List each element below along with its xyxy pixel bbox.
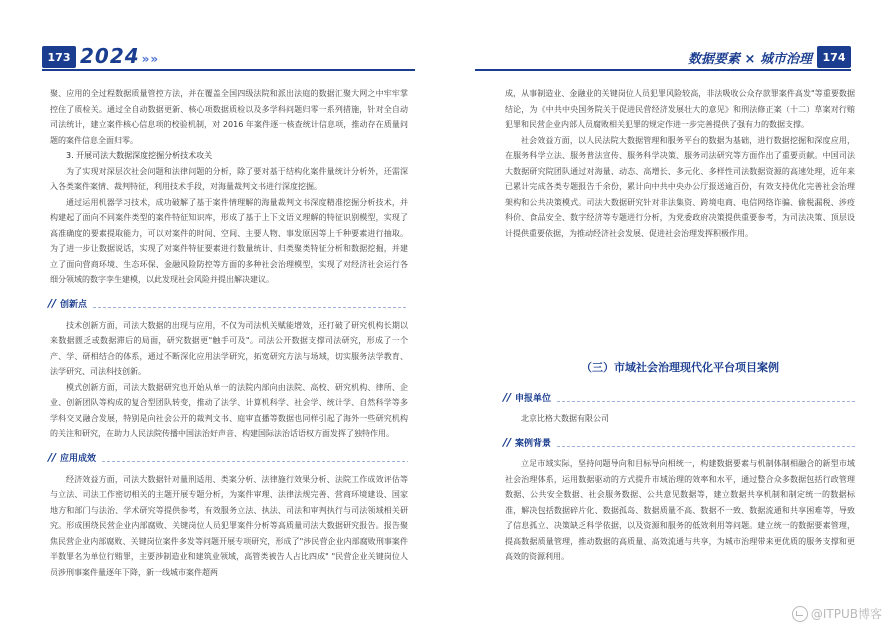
section-label-text: 应用成效 <box>60 454 97 464</box>
page-number-left: 173 <box>42 46 76 68</box>
watermark <box>792 605 882 622</box>
paragraph: 为了实现对深层次社会问题和法律问题的分析，除了要对基于结构化案件量统计分析外，还需深入各类案件案情、裁判特征，利用技术手段，对海量裁判文书进行深度挖掘。 <box>50 166 408 191</box>
right-content <box>505 86 855 565</box>
applicant-org-name: 北京比格大数据有限公司 <box>521 414 609 423</box>
section-title-part-a: 数据要素 <box>688 52 741 67</box>
section-title-x: × <box>744 52 756 67</box>
section-label-text: 案例背景 <box>515 438 552 449</box>
dotted-divider <box>557 401 855 402</box>
right-header <box>445 46 890 70</box>
section-label-text: 申报单位 <box>515 393 552 404</box>
dotted-divider <box>102 461 408 462</box>
double-slash-icon: // <box>48 297 57 310</box>
watermark-text: @ITPUB博客 <box>810 607 882 621</box>
double-slash-icon: // <box>48 451 57 464</box>
section-label-applicant <box>503 389 855 405</box>
paragraph: 社会效益方面，以人民法院大数据管理和服务平台的数据为基础，进行数据挖掘和深度应用，在服务科学立法、服务普法宣传、服务科学决策、服务司法研究等方面作出了重要贡献。中国司法大数据研究院团队通过对海量、动态、高增长、多元化、多样性司法数据资源的高速处理，近年来已累计完成各类专题报告千余份，累计向中共中央办公厅报送逾百份，有效支持优化完善社会治理架构和公共决策模式。司法大数据研究针对非法集资、跨境电商、电信网络诈骗、偷税漏税、涉疫科价、食品安全、数字经济等专题进行分析，为党委政府决策提供重要参考，为司法决策、顶层设计提供重要依据，为推动经济社会发展、促进社会治理发挥积极作用。 <box>505 135 855 238</box>
section-title-part-b: 城市治理 <box>759 52 812 67</box>
section-title <box>688 48 812 67</box>
paragraph: 通过运用机器学习技术，成功破解了基于案件情理解的海量裁判文书深度精准挖掘分析技术，并构建起了面向不同案件类型的案件特征知识库，形成了基于上下文语义理解的特征识别模型，实现了高准确度的要素提取能力，可以对案件的时间、空间、主要人物、事发原因等上千种要素进行抽取。为了进一步让数据说话，实现了对案件特征要素进行数量统计、归类聚类特征分析和数据挖掘，并建立了面向营商环境、生态环保、金融风险防控等方面的多种社会治理模型，实现了对经济社会运行各细分领域的数字孪生建模，以此发现社会风险并提出解决建议。 <box>50 197 408 284</box>
section-label-text: 创新点 <box>60 300 88 310</box>
paragraph: 模式创新方面，司法大数据研究也开始从单一的法院内部向由法院、高校、研究机构、律所、企业、创新团队等构成的复合型团队转变，推动了法学、计算机科学、社会学、统计学、自然科学等多学科交叉融合发展，特别是向社会公开的裁判文书、庭审直播等数据也同样引起了海外一些研究机构的关注和研究，在助力人民法院传播中国法治好声音、构建国际法治话语权方面发挥了独特作用。 <box>50 382 408 438</box>
case-title: （三）市域社会治理现代化平台项目案例 <box>581 361 779 374</box>
paragraph: 立足市域实际，坚持问题导向和目标导向相统一，构建数据要素与机制体制相融合的新型市域社会治理体系，运用数据驱动的方式提升市域治理的效率和水平，通过整合众多数据包括行政管理数据、公共安全数据、社会服务数据、公共意见数据等，建立数据共享机制和制定统一的数据标准，解决包括数据碎片化、数据孤岛、数据质量不高、数据不一致、数据流通和共享困难等，导致了信息孤立、决策缺乏科学依据，以及资源和服务的低效利用等问题。建立统一的数据要素管理，提高数据质量管理，推动数据的高质量、高效流通与共享，为城市治理带来更优质的服务支撑和更高效的资源利用。 <box>505 459 855 561</box>
dotted-divider <box>557 446 855 447</box>
double-slash-icon: // <box>503 435 512 449</box>
page-number-right: 174 <box>817 46 851 68</box>
year-mark <box>80 44 159 68</box>
year-mark-text: 2024 <box>80 44 140 68</box>
section-label-background <box>503 434 855 450</box>
paragraph: 成，从事制造业、金融业的关键岗位人员犯罪风险较高，非法吸收公众存款罪案件高发"等重要数据结论，为《中共中央国务院关于促进民营经济发展壮大的意见》和刑法修正案（十二）草案对行贿犯罪和民营企业内部人员腐败相关犯罪的规定作进一步完善提供了强有力的数据支撑。 <box>505 89 855 129</box>
paragraph: 聚、应用的全过程数据质量管控方法，并在覆盖全国四级法院和派出法庭的数据汇聚大网之中牢牢掌控住了质检关。通过全自动数据更新、核心项数据质检以及多学科问题归零一系列措施，针对全自动司法统计，建立案件核心信息项的校验机制，对 2016 年案件逐一核查统计信息项，推动存在质量问题的案件信息全面归零。 <box>50 89 408 145</box>
header-rule-left <box>42 69 415 71</box>
subheading: 3. 开展司法大数据深度挖掘分析技术攻关 <box>66 151 213 160</box>
right-page <box>445 0 890 630</box>
spacer <box>505 241 855 359</box>
section-label-effect <box>48 450 408 466</box>
section-label-innovation <box>48 296 408 312</box>
dotted-divider <box>93 307 408 308</box>
itpub-logo-icon <box>792 606 808 622</box>
double-slash-icon: // <box>503 390 512 404</box>
left-header <box>0 46 445 70</box>
paragraph: 技术创新方面，司法大数据的出现与应用，不仅为司法机关赋能增效，还打破了研究机构长期以来数据匮乏或数据滞后的局面，研究数据更"触手可及"。司法公开数据支撑司法研究，形成了一个产、学、研相结合的体系，通过不断深化应用法学研究，拓宽研究方法与场域，切实服务法学教育、法学研究、司法科技创新。 <box>50 320 408 376</box>
header-rule-right <box>475 69 851 71</box>
paragraph: 经济效益方面，司法大数据针对量刑适用、类案分析、法律施行效果分析、法院工作成效评估等与立法、司法工作密切相关的主题开展专题分析，为案件审理、法律法规完善、营商环境建设、国家地方和部门与法治、学术研究等提供参考，有效服务立法、执法、司法和审判执行与司法领域相关研究。形成围绕民营企业内部腐败、关键岗位人员犯罪案件分析等高质量司法大数据研究报告。报告聚焦民营企业内部腐败、关键岗位案件多发等问题开展专项研究，形成了"涉民营企业内部腐败刑事案件半数罪名为单位行贿罪，主要涉制造业和建筑业领域，高管类被告人占比四成" "民营企业关键岗位人员涉刑事案件量逐年下降，新一线城市案件超两 <box>50 474 408 577</box>
chevron-right-icon: »» <box>141 52 160 66</box>
left-content <box>50 86 408 580</box>
